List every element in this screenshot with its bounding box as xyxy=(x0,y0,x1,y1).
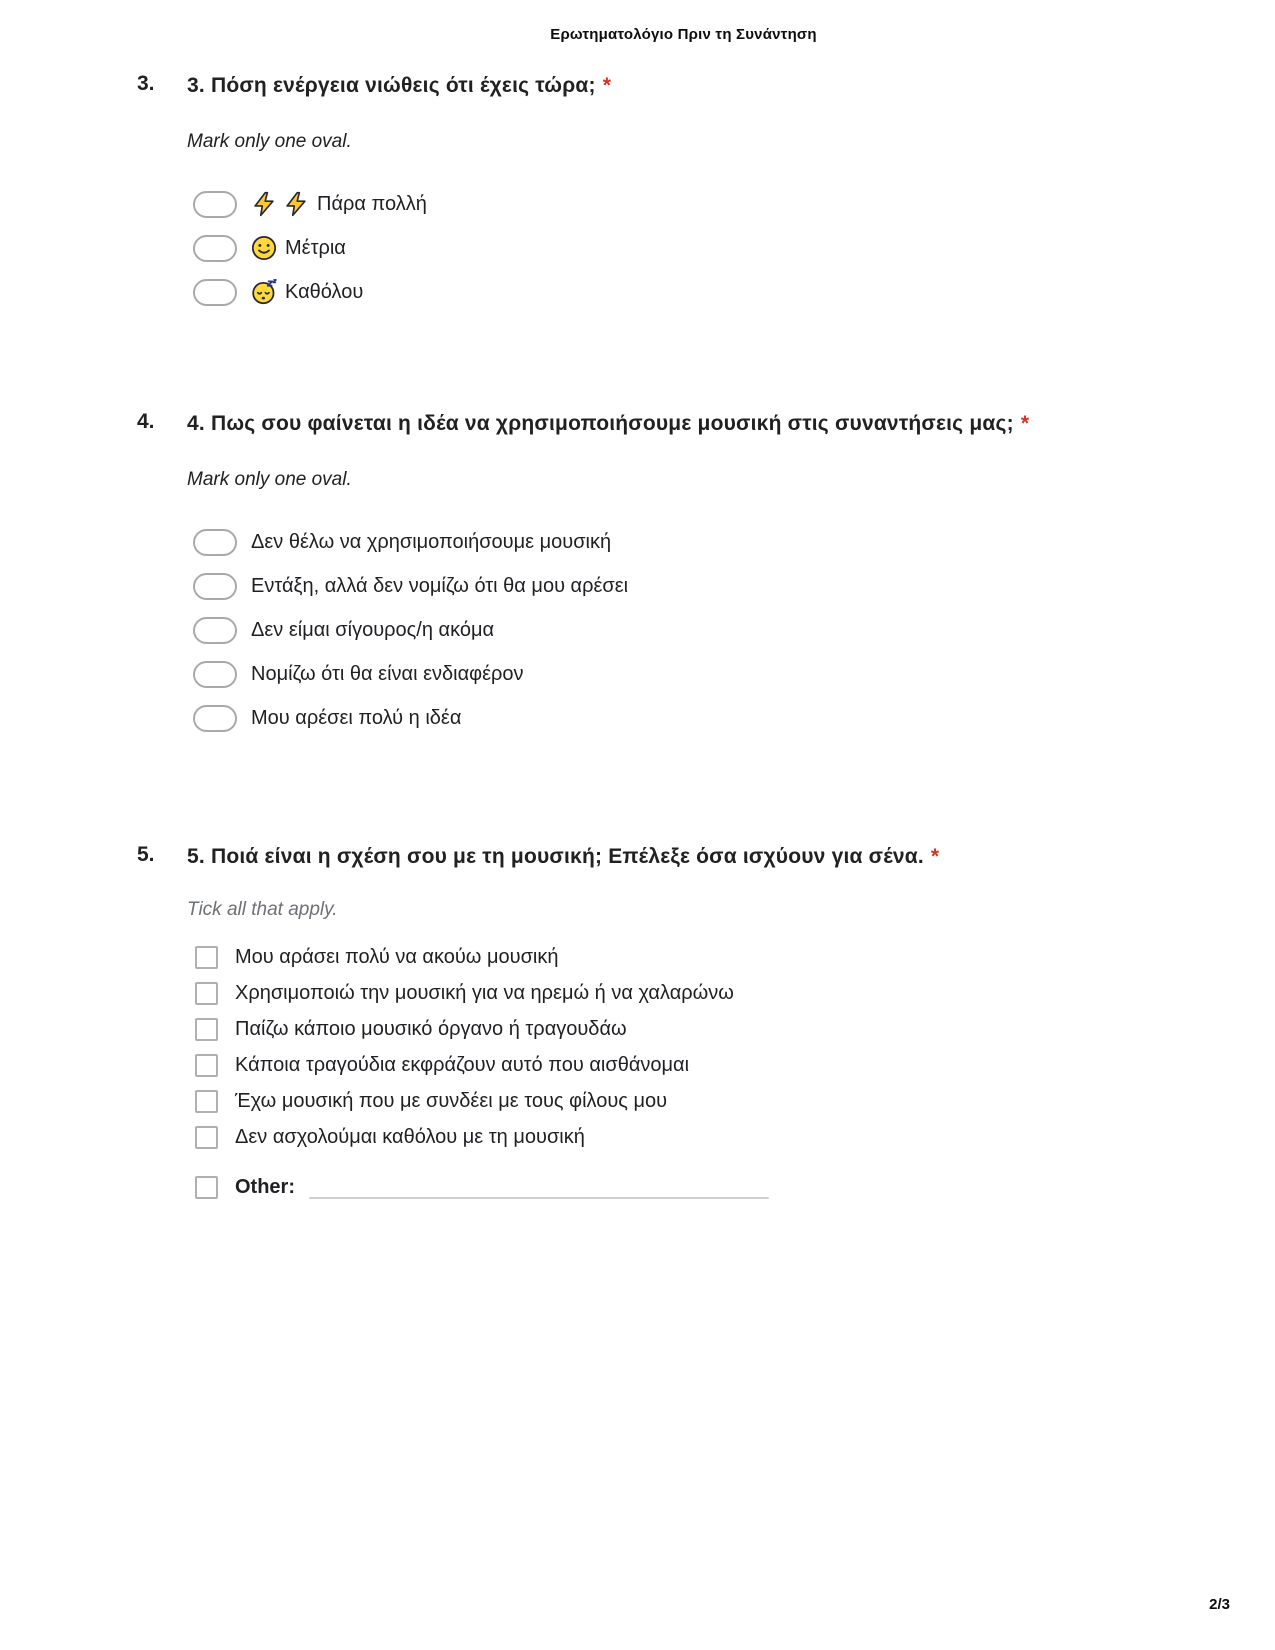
options-list xyxy=(187,528,1220,732)
question-content xyxy=(187,72,1220,322)
option-label: Δεν θέλω να χρησιμοποιήσουμε μουσική xyxy=(251,530,612,553)
radio-oval[interactable] xyxy=(193,235,237,262)
required-asterisk: * xyxy=(930,845,940,868)
question-instruction: Tick all that apply. xyxy=(187,899,338,920)
required-asterisk: * xyxy=(1020,412,1030,435)
option-label: Κάποια τραγούδια εκφράζουν αυτό που αισθάνομαι xyxy=(235,1053,690,1076)
other-text-input-line[interactable] xyxy=(309,1197,769,1199)
option-label: Δεν ασχολούμαι καθόλου με τη μουσική xyxy=(235,1125,585,1148)
question-instruction: Mark only one oval. xyxy=(187,131,352,152)
options-list xyxy=(187,190,1220,306)
checkbox[interactable] xyxy=(195,1018,218,1041)
checkbox[interactable] xyxy=(195,946,218,969)
checkbox[interactable] xyxy=(195,982,218,1005)
question-title xyxy=(187,843,1220,870)
radio-option-row xyxy=(193,190,1220,218)
checkbox-option-row xyxy=(195,944,1220,970)
question-content xyxy=(187,410,1220,748)
question-number: 4. xyxy=(137,410,155,433)
question-text: 5. Ποιά είναι η σχέση σου με τη μουσική; Επέλεξε όσα ισχύουν για σένα. xyxy=(187,845,924,868)
option-label: Μου αρέσει πολύ η ιδέα xyxy=(251,706,462,729)
question-text: 3. Πόση ενέργεια νιώθεις ότι έχεις τώρα; xyxy=(187,74,596,97)
zap-icon xyxy=(283,191,309,217)
radio-oval[interactable] xyxy=(193,661,237,688)
option-label: Έχω μουσική που με συνδέει με τους φίλους μου xyxy=(235,1089,668,1112)
option-label: Εντάξη, αλλά δεν νομίζω ότι θα μου αρέσει xyxy=(251,574,629,597)
zap-icon xyxy=(251,191,277,217)
option-label: Παίζω κάποιο μουσικό όργανο ή τραγουδάω xyxy=(235,1017,627,1040)
radio-oval[interactable] xyxy=(193,573,237,600)
question-number: 3. xyxy=(137,72,155,95)
sleeping-face-icon xyxy=(251,279,277,305)
question-instruction: Mark only one oval. xyxy=(187,469,352,490)
other-label: Other: xyxy=(235,1175,295,1198)
checkbox[interactable] xyxy=(195,1090,218,1113)
radio-option-row xyxy=(193,660,1220,688)
page-header-title: Ερωτηματολόγιο Πριν τη Συνάντηση xyxy=(550,26,817,43)
radio-option-row xyxy=(193,704,1220,732)
other-option-row xyxy=(195,1172,1220,1202)
other-checkbox[interactable] xyxy=(195,1176,218,1199)
smiley-icon xyxy=(251,235,277,261)
question-title xyxy=(187,72,1220,99)
radio-option-row xyxy=(193,278,1220,306)
question-number: 5. xyxy=(137,843,155,866)
radio-oval[interactable] xyxy=(193,191,237,218)
page-number: 2/3 xyxy=(1209,1596,1230,1613)
option-label: Χρησιμοποιώ την μουσική για να ηρεμώ ή να χαλαρώνω xyxy=(235,981,734,1004)
radio-oval[interactable] xyxy=(193,705,237,732)
question-title xyxy=(187,410,1220,437)
radio-option-row xyxy=(193,528,1220,556)
checkbox-option-row xyxy=(195,1124,1220,1150)
checkbox-option-row xyxy=(195,980,1220,1006)
radio-option-row xyxy=(193,616,1220,644)
radio-option-row xyxy=(193,572,1220,600)
option-label: Νομίζω ότι θα είναι ενδιαφέρον xyxy=(251,662,524,685)
question-text: 4. Πως σου φαίνεται η ιδέα να χρησιμοποιήσουμε μουσική στις συναντήσεις μας; xyxy=(187,412,1014,435)
option-label: Πάρα πολλή xyxy=(317,192,427,215)
radio-oval[interactable] xyxy=(193,617,237,644)
question-content xyxy=(187,843,1220,1202)
required-asterisk: * xyxy=(602,74,612,97)
checkbox[interactable] xyxy=(195,1054,218,1077)
radio-option-row xyxy=(193,234,1220,262)
options-list xyxy=(187,944,1220,1202)
checkbox-option-row xyxy=(195,1016,1220,1042)
option-label: Μέτρια xyxy=(285,236,346,259)
checkbox[interactable] xyxy=(195,1126,218,1149)
radio-oval[interactable] xyxy=(193,529,237,556)
option-label: Μου αράσει πολύ να ακούω μουσική xyxy=(235,945,559,968)
checkbox-option-row xyxy=(195,1088,1220,1114)
option-label: Καθόλου xyxy=(285,280,364,303)
radio-oval[interactable] xyxy=(193,279,237,306)
checkbox-option-row xyxy=(195,1052,1220,1078)
option-label: Δεν είμαι σίγουρος/η ακόμα xyxy=(251,618,495,641)
